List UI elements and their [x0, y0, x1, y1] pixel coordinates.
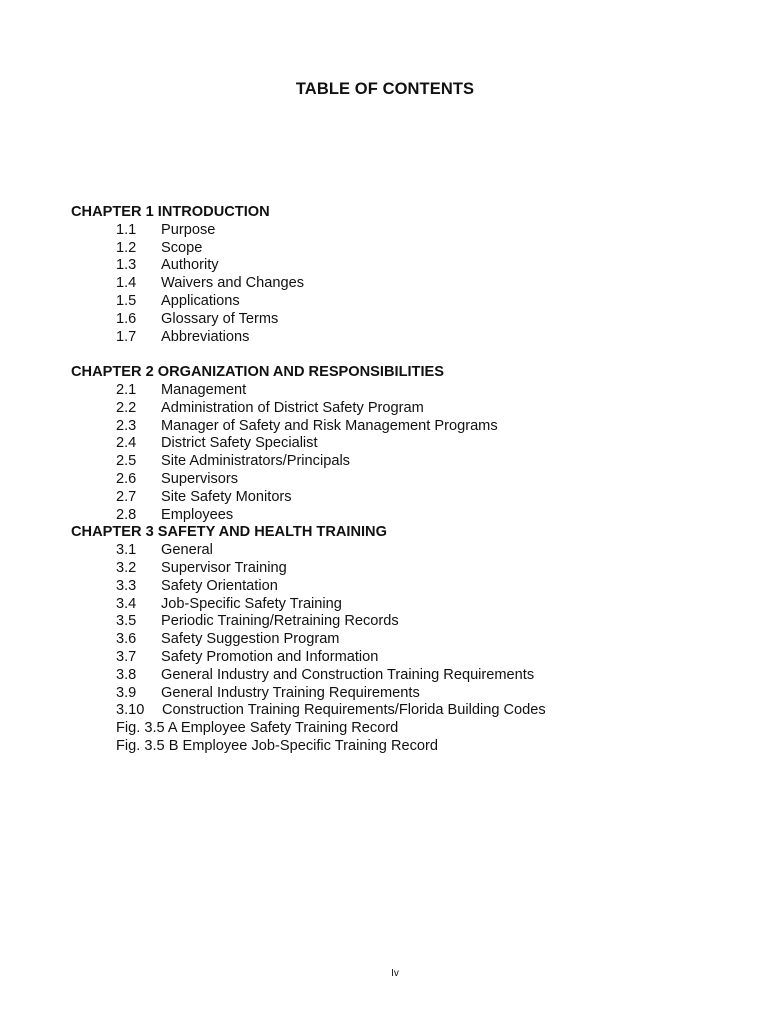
entry-title: Site Administrators/Principals — [161, 453, 350, 470]
entry-title: Job-Specific Safety Training — [161, 595, 342, 612]
entry-number: 2.8 — [116, 506, 137, 523]
toc-entry — [71, 649, 751, 667]
entry-number: 1.4 — [116, 275, 137, 292]
entry-number: 2.3 — [116, 417, 137, 434]
entry-title: Scope — [161, 239, 203, 256]
toc-entry — [71, 222, 751, 240]
chapter-2-heading: CHAPTER 2 ORGANIZATION AND RESPONSIBILITIES — [71, 364, 444, 381]
toc-entry — [71, 435, 751, 453]
entry-number: 1.2 — [116, 239, 137, 256]
entry-number: 1.6 — [116, 310, 137, 327]
entry-title: Applications — [161, 292, 240, 309]
entry-title: Supervisors — [161, 470, 239, 487]
page-number: Iv — [391, 968, 399, 979]
entry-title: Purpose — [161, 221, 216, 238]
entry-number: 2.2 — [116, 399, 137, 416]
toc-entry — [71, 453, 751, 471]
toc-entry — [71, 418, 751, 436]
entry-number: 1.1 — [116, 221, 137, 238]
entry-number: 3.7 — [116, 648, 137, 665]
entry-number: 1.3 — [116, 257, 137, 274]
entry-title: Employees — [161, 506, 234, 523]
entry-title: Safety Suggestion Program — [161, 631, 340, 648]
entry-number: 3.9 — [116, 684, 137, 701]
entry-title: Periodic Training/Retraining Records — [161, 613, 399, 630]
toc-entry — [71, 329, 751, 347]
toc-entry — [71, 293, 751, 311]
entry-title: General — [161, 542, 213, 559]
page-title: TABLE OF CONTENTS — [295, 80, 475, 98]
entry-title: Safety Promotion and Information — [161, 648, 379, 665]
figure-entry: Fig. 3.5 A Employee Safety Training Record — [116, 720, 399, 737]
toc-entry — [71, 702, 751, 720]
entry-title: Site Safety Monitors — [161, 488, 292, 505]
toc-entry — [71, 667, 751, 685]
toc-entry — [71, 631, 751, 649]
entry-title: Authority — [161, 257, 219, 274]
entry-title: Management — [161, 381, 247, 398]
toc-entry — [71, 489, 751, 507]
entry-title: General Industry Training Requirements — [161, 684, 420, 701]
toc-entry — [71, 257, 751, 275]
entry-title: Manager of Safety and Risk Management Programs — [161, 417, 498, 434]
toc-entry — [71, 542, 751, 560]
toc-entry — [71, 613, 751, 631]
toc-entry — [71, 311, 751, 329]
entry-number: 3.1 — [116, 542, 137, 559]
table-of-contents — [71, 204, 751, 756]
entry-title: Safety Orientation — [161, 577, 278, 594]
toc-entry — [71, 596, 751, 614]
toc-entry — [71, 240, 751, 258]
figure-entry: Fig. 3.5 B Employee Job-Specific Training Record — [116, 737, 439, 754]
chapter-1-heading: CHAPTER 1 INTRODUCTION — [71, 204, 270, 220]
entry-title: Abbreviations — [161, 328, 250, 345]
entry-title: General Industry and Construction Training Requirements — [161, 666, 535, 683]
toc-entry — [71, 560, 751, 578]
entry-title: Waivers and Changes — [161, 275, 305, 292]
entry-title: Construction Training Requirements/Florida Building Codes — [162, 702, 546, 719]
entry-number: 3.10 — [116, 702, 145, 719]
entry-title: District Safety Specialist — [161, 435, 318, 452]
toc-entry — [71, 507, 751, 525]
entry-number: 1.5 — [116, 292, 137, 309]
entry-number: 1.7 — [116, 328, 137, 345]
toc-entry — [71, 578, 751, 596]
entry-number: 3.6 — [116, 631, 137, 648]
toc-entry — [71, 275, 751, 293]
toc-entry — [71, 685, 751, 703]
toc-entry — [71, 400, 751, 418]
entry-number: 3.3 — [116, 577, 137, 594]
chapter-3-heading: CHAPTER 3 SAFETY AND HEALTH TRAINING — [71, 524, 387, 541]
entry-number: 2.5 — [116, 453, 137, 470]
toc-entry — [71, 382, 751, 400]
entry-title: Administration of District Safety Program — [161, 399, 424, 416]
entry-number: 2.4 — [116, 435, 137, 452]
entry-number: 3.8 — [116, 666, 137, 683]
entry-title: Supervisor Training — [161, 559, 287, 576]
toc-entry — [71, 471, 751, 489]
entry-number: 2.1 — [116, 381, 137, 398]
entry-number: 2.7 — [116, 488, 137, 505]
entry-title: Glossary of Terms — [161, 310, 279, 327]
entry-number: 3.4 — [116, 595, 137, 612]
entry-number: 2.6 — [116, 470, 137, 487]
entry-number: 3.2 — [116, 559, 137, 576]
entry-number: 3.5 — [116, 613, 137, 630]
